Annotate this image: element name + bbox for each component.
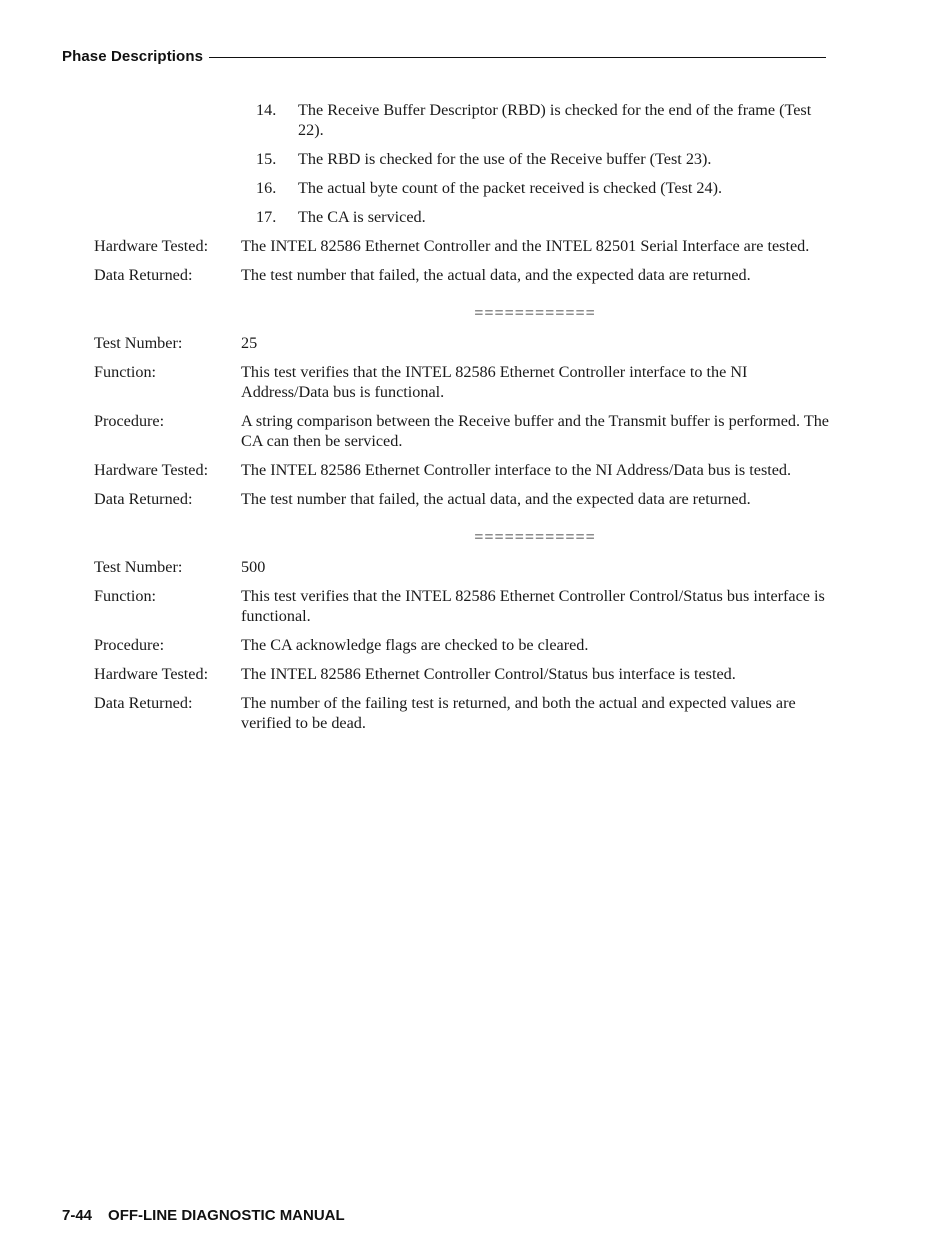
field-label: Procedure: (94, 412, 165, 430)
field-value: 500 (241, 558, 266, 576)
field-label: Hardware Tested: (94, 461, 209, 479)
data-returned-field (94, 693, 829, 733)
step-item (256, 207, 829, 227)
field-label: Test Number: (94, 558, 183, 576)
field-label: Procedure: (94, 636, 165, 654)
field-value: The INTEL 82586 Ethernet Controller Control/Status bus interface is tested. (241, 665, 736, 683)
document-body (94, 100, 829, 742)
step-text: The actual byte count of the packet received is checked (Test 24). (298, 179, 723, 197)
step-number: 17. (256, 208, 277, 226)
test-number-field (94, 333, 829, 353)
step-item (256, 178, 829, 198)
manual-title: OFF-LINE DIAGNOSTIC MANUAL (108, 1207, 345, 1224)
field-value: The CA acknowledge flags are checked to be cleared. (241, 636, 589, 654)
field-value: The test number that failed, the actual data, and the expected data are returned. (241, 266, 751, 284)
step-item (256, 149, 829, 169)
field-label: Function: (94, 587, 157, 605)
field-value: This test verifies that the INTEL 82586 Ethernet Controller Control/Status bus interface is functional. (241, 587, 825, 625)
field-label: Data Returned: (94, 266, 193, 284)
header-rule (209, 57, 826, 58)
field-value: This test verifies that the INTEL 82586 Ethernet Controller interface to the NI Address/Data bus is functional. (241, 363, 748, 401)
data-returned-field (94, 265, 829, 285)
function-field (94, 362, 829, 402)
hardware-tested-field (94, 460, 829, 480)
test-number-field (94, 557, 829, 577)
step-text: The CA is serviced. (298, 208, 426, 226)
procedure-field (94, 411, 829, 451)
step-number: 15. (256, 150, 277, 168)
page-footer (62, 1207, 345, 1224)
field-label: Data Returned: (94, 694, 193, 712)
field-label: Data Returned: (94, 490, 193, 508)
step-text: The RBD is checked for the use of the Receive buffer (Test 23). (298, 150, 712, 168)
data-returned-field (94, 489, 829, 509)
hardware-tested-field (94, 236, 829, 256)
field-value: 25 (241, 334, 258, 352)
section-separator: ============ (474, 528, 596, 546)
section-title: Phase Descriptions (62, 47, 204, 65)
step-item (256, 100, 829, 140)
field-label: Function: (94, 363, 157, 381)
page-number: 7-44 (62, 1207, 93, 1224)
procedure-field (94, 635, 829, 655)
field-value: A string comparison between the Receive buffer and the Transmit buffer is performed. The CA can then be serviced. (241, 412, 829, 450)
step-text: The Receive Buffer Descriptor (RBD) is checked for the end of the frame (Test 22). (298, 101, 812, 139)
field-value: The test number that failed, the actual data, and the expected data are returned. (241, 490, 751, 508)
step-number: 16. (256, 179, 277, 197)
hardware-tested-field (94, 664, 829, 684)
field-value: The number of the failing test is returned, and both the actual and expected values are verified to be dead. (241, 694, 796, 732)
field-label: Hardware Tested: (94, 665, 209, 683)
function-field (94, 586, 829, 626)
field-label: Hardware Tested: (94, 237, 209, 255)
field-value: The INTEL 82586 Ethernet Controller interface to the NI Address/Data bus is tested. (241, 461, 792, 479)
field-value: The INTEL 82586 Ethernet Controller and the INTEL 82501 Serial Interface are tested. (241, 237, 810, 255)
section-separator: ============ (474, 304, 596, 322)
page-header (62, 46, 826, 66)
field-label: Test Number: (94, 334, 183, 352)
step-number: 14. (256, 101, 277, 119)
